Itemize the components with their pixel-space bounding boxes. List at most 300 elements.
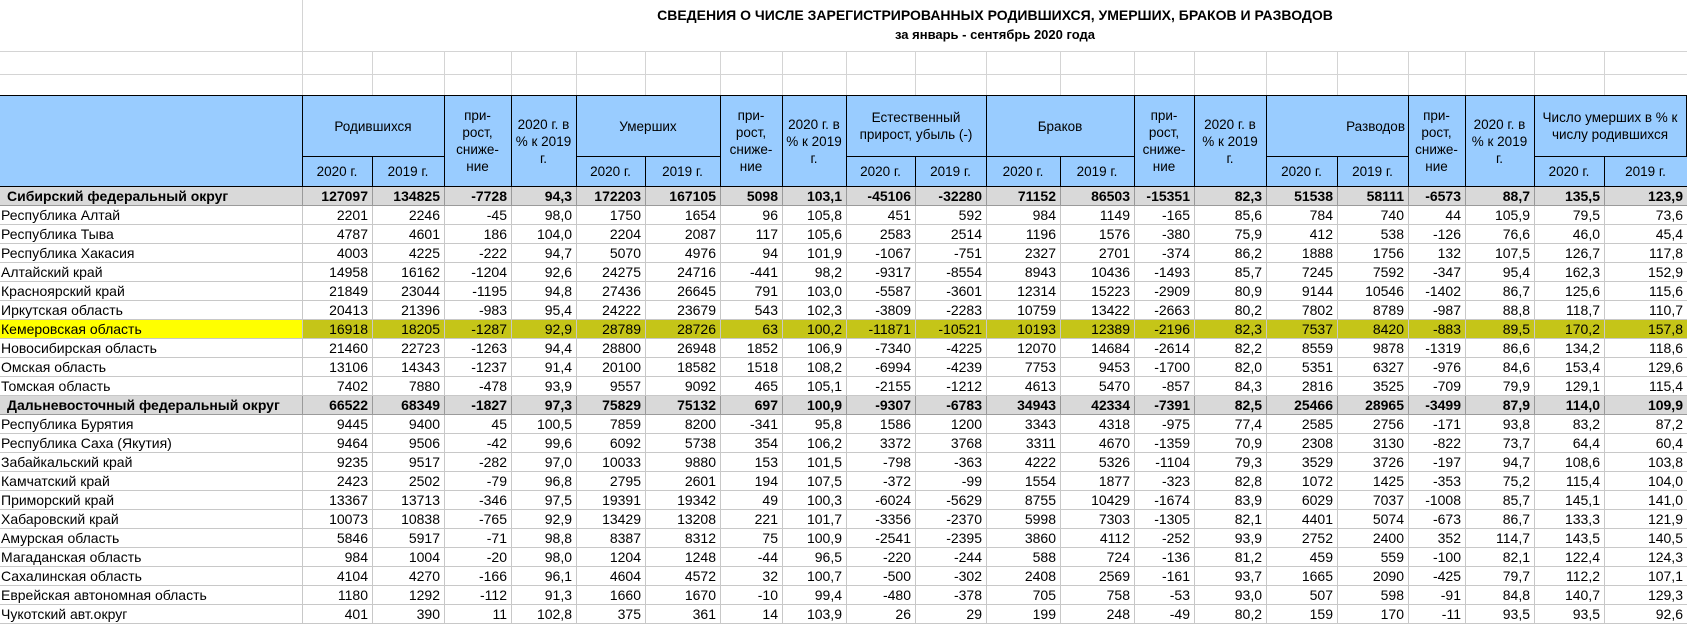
value-cell[interactable]: -500 [882,568,911,584]
value-cell[interactable]: 115,4 [1566,473,1600,489]
value-cell[interactable]: 21396 [401,302,440,318]
value-cell[interactable]: 80,9 [1234,283,1262,299]
value-cell[interactable]: 124,3 [1647,549,1683,565]
value-cell[interactable]: 3860 [1024,530,1056,546]
value-cell[interactable]: 5998 [1024,511,1056,527]
value-cell[interactable]: 117,8 [1649,245,1683,261]
region-name-cell[interactable]: Забайкальский край [1,454,133,470]
value-cell[interactable]: 5070 [609,245,641,261]
value-cell[interactable]: 117 [755,226,778,242]
value-cell[interactable]: -3809 [875,302,911,318]
value-cell[interactable]: 170,2 [1564,321,1600,337]
table-row[interactable] [0,472,1687,491]
region-name-cell[interactable]: Сахалинская область [1,568,142,584]
value-cell[interactable]: 99,6 [544,435,572,451]
value-cell[interactable]: 145,1 [1564,492,1600,508]
region-name-cell[interactable]: Магаданская область [1,549,142,565]
value-cell[interactable]: 93,5 [1572,606,1600,622]
value-cell[interactable]: 2090 [1372,568,1404,584]
value-cell[interactable]: 543 [754,302,778,318]
value-cell[interactable]: -45106 [867,188,911,204]
value-cell[interactable]: -2283 [946,302,982,318]
value-cell[interactable]: -136 [1161,549,1190,565]
value-cell[interactable]: 28965 [1365,397,1404,413]
value-cell[interactable]: -3601 [946,283,982,299]
value-cell[interactable]: 791 [754,283,778,299]
value-cell[interactable]: 10033 [602,454,641,470]
value-cell[interactable]: -480 [882,587,911,603]
value-cell[interactable]: 94,3 [544,188,572,204]
value-cell[interactable]: 740 [1380,207,1404,223]
value-cell[interactable]: 4976 [684,245,716,261]
value-cell[interactable]: 4601 [408,226,440,242]
value-cell[interactable]: -171 [1432,416,1461,432]
value-cell[interactable]: 12314 [1017,283,1056,299]
table-row[interactable] [0,510,1687,529]
value-cell[interactable]: 96,1 [544,568,572,584]
value-cell[interactable]: 15223 [1091,283,1130,299]
value-cell[interactable]: 121,9 [1647,511,1683,527]
value-cell[interactable]: 2423 [336,473,368,489]
table-row[interactable] [0,491,1687,510]
value-cell[interactable]: 101,9 [806,245,842,261]
value-cell[interactable]: 4112 [1099,530,1130,546]
value-cell[interactable]: 18582 [677,359,716,375]
value-cell[interactable]: -1204 [471,264,507,280]
value-cell[interactable]: 83,9 [1234,492,1262,508]
value-cell[interactable]: 2752 [1301,530,1333,546]
value-cell[interactable]: 84,3 [1234,378,1262,394]
value-cell[interactable]: 14 [762,606,778,622]
value-cell[interactable]: 697 [754,397,778,413]
value-cell[interactable]: 592 [958,207,982,223]
value-cell[interactable]: 157,8 [1647,321,1683,337]
value-cell[interactable]: 96 [762,207,778,223]
value-cell[interactable]: -2155 [875,378,911,394]
value-cell[interactable]: 465 [754,378,778,394]
value-cell[interactable]: -6783 [946,397,982,413]
value-cell[interactable]: 2795 [609,473,641,489]
value-cell[interactable]: 140,5 [1647,530,1683,546]
value-cell[interactable]: 5074 [1372,511,1404,527]
value-cell[interactable]: -2196 [1154,321,1190,337]
value-cell[interactable]: 7859 [609,416,641,432]
value-cell[interactable]: 95,4 [1502,264,1530,280]
value-cell[interactable]: 82,8 [1234,473,1262,489]
value-cell[interactable]: 20413 [329,302,368,318]
value-cell[interactable]: 13713 [401,492,440,508]
region-name-cell[interactable]: Республика Хакасия [1,245,135,261]
value-cell[interactable]: 82,1 [1234,511,1262,527]
value-cell[interactable]: 95,8 [814,416,842,432]
value-cell[interactable]: 109,9 [1647,397,1683,413]
value-cell[interactable]: 32 [762,568,778,584]
value-cell[interactable]: 1204 [609,549,641,565]
value-cell[interactable]: 102,3 [806,302,842,318]
value-cell[interactable]: 4003 [336,245,368,261]
value-cell[interactable]: 9557 [609,378,641,394]
value-cell[interactable]: 2569 [1098,568,1130,584]
value-cell[interactable]: 133,3 [1564,511,1600,527]
value-cell[interactable]: 26948 [677,340,716,356]
value-cell[interactable]: -7728 [471,188,507,204]
value-cell[interactable]: 83,2 [1572,416,1600,432]
value-cell[interactable]: 49 [762,492,778,508]
value-cell[interactable]: 34943 [1017,397,1056,413]
value-cell[interactable]: 8420 [1372,321,1404,337]
value-cell[interactable]: 3525 [1372,378,1404,394]
value-cell[interactable]: -5629 [946,492,982,508]
value-cell[interactable]: -44 [757,549,778,565]
value-cell[interactable]: -220 [882,549,911,565]
value-cell[interactable]: -112 [480,587,507,603]
value-cell[interactable]: -302 [953,568,982,584]
value-cell[interactable]: 7402 [336,378,368,394]
value-cell[interactable]: -425 [1432,568,1461,584]
value-cell[interactable]: 724 [1106,549,1130,565]
value-cell[interactable]: 129,3 [1647,587,1683,603]
value-cell[interactable]: -1827 [471,397,507,413]
value-cell[interactable]: 141,0 [1647,492,1683,508]
value-cell[interactable]: 86,7 [1502,283,1530,299]
region-name-cell[interactable]: Республика Бурятия [1,416,134,432]
value-cell[interactable]: 9453 [1098,359,1130,375]
value-cell[interactable]: -380 [1161,226,1190,242]
value-cell[interactable]: 5326 [1098,454,1130,470]
value-cell[interactable]: 94,7 [1502,454,1530,470]
value-cell[interactable]: 7753 [1024,359,1056,375]
value-cell[interactable]: 6029 [1301,492,1333,508]
value-cell[interactable]: -673 [1432,511,1461,527]
value-cell[interactable]: -3356 [875,511,911,527]
value-cell[interactable]: -1104 [1155,454,1190,470]
value-cell[interactable]: 45 [491,416,507,432]
value-cell[interactable]: -2663 [1154,302,1190,318]
value-cell[interactable]: 3130 [1372,435,1404,451]
value-cell[interactable]: -10521 [938,321,982,337]
value-cell[interactable]: 2308 [1301,435,1333,451]
value-cell[interactable]: 1149 [1099,207,1130,223]
region-name-cell[interactable]: Алтайский край [1,264,103,280]
value-cell[interactable]: 9880 [684,454,716,470]
table-row[interactable] [0,358,1687,377]
value-cell[interactable]: -32280 [938,188,982,204]
value-cell[interactable]: -2909 [1154,283,1190,299]
value-cell[interactable]: 13429 [602,511,641,527]
value-cell[interactable]: 4613 [1024,378,1056,394]
table-row[interactable] [0,282,1687,301]
value-cell[interactable]: 129,1 [1564,378,1600,394]
value-cell[interactable]: 42334 [1091,397,1130,413]
table-row[interactable] [0,453,1687,472]
region-name-cell[interactable]: Еврейская автономная область [1,587,207,603]
value-cell[interactable]: -5587 [875,283,911,299]
value-cell[interactable]: 86503 [1091,188,1130,204]
value-cell[interactable]: 984 [344,549,368,565]
value-cell[interactable]: 100,2 [806,321,842,337]
value-cell[interactable]: 559 [1380,549,1404,565]
value-cell[interactable]: 13208 [677,511,716,527]
value-cell[interactable]: -10 [757,587,778,603]
value-cell[interactable]: 248 [1106,606,1130,622]
value-cell[interactable]: 91,3 [544,587,572,603]
value-cell[interactable]: 1004 [408,549,440,565]
value-cell[interactable]: 2701 [1098,245,1130,261]
value-cell[interactable]: 2087 [684,226,716,242]
value-cell[interactable]: 107,1 [1647,568,1683,584]
value-cell[interactable]: 3311 [1025,435,1056,451]
value-cell[interactable]: -197 [1432,454,1461,470]
value-cell[interactable]: 82,3 [1234,188,1262,204]
value-cell[interactable]: 14684 [1091,340,1130,356]
value-cell[interactable]: -4239 [946,359,982,375]
value-cell[interactable]: 87,9 [1502,397,1530,413]
value-cell[interactable]: 2204 [609,226,641,242]
value-cell[interactable]: -857 [1161,378,1190,394]
value-cell[interactable]: 2408 [1024,568,1056,584]
value-cell[interactable]: 10436 [1091,264,1130,280]
table-row[interactable] [0,377,1687,396]
value-cell[interactable]: -1359 [1154,435,1190,451]
value-cell[interactable]: 108,6 [1564,454,1600,470]
value-cell[interactable]: 9517 [408,454,440,470]
value-cell[interactable]: 114,0 [1565,397,1600,413]
value-cell[interactable]: 21460 [329,340,368,356]
value-cell[interactable]: 9464 [336,435,368,451]
table-row[interactable] [0,339,1687,358]
value-cell[interactable]: 5351 [1301,359,1333,375]
value-cell[interactable]: 1877 [1098,473,1130,489]
value-cell[interactable]: -2614 [1154,340,1190,356]
value-cell[interactable]: 85,7 [1234,264,1262,280]
value-cell[interactable]: -7340 [875,340,911,356]
value-cell[interactable]: -4225 [946,340,982,356]
value-cell[interactable]: -441 [749,264,778,280]
value-cell[interactable]: -45 [486,207,507,223]
value-cell[interactable]: 70,9 [1234,435,1262,451]
value-cell[interactable]: 82,2 [1234,340,1262,356]
value-cell[interactable]: 9445 [336,416,368,432]
table-row[interactable] [0,301,1687,320]
value-cell[interactable]: 588 [1032,549,1056,565]
value-cell[interactable]: 8312 [684,530,716,546]
value-cell[interactable]: 19391 [602,492,641,508]
value-cell[interactable]: 92,6 [544,264,572,280]
value-cell[interactable]: 18205 [401,321,440,337]
value-cell[interactable]: 3726 [1372,454,1404,470]
value-cell[interactable]: 82,5 [1234,397,1262,413]
value-cell[interactable]: 152,9 [1647,264,1683,280]
value-cell[interactable]: -709 [1432,378,1461,394]
region-name-cell[interactable]: Республика Тыва [1,226,114,242]
value-cell[interactable]: 23044 [401,283,440,299]
value-cell[interactable]: 153,4 [1564,359,1600,375]
table-row[interactable] [0,225,1687,244]
value-cell[interactable]: 1888 [1301,245,1333,261]
value-cell[interactable]: 4787 [336,226,368,242]
value-cell[interactable]: 26 [895,606,911,622]
value-cell[interactable]: -15351 [1146,188,1190,204]
value-cell[interactable]: 102,8 [536,606,572,622]
value-cell[interactable]: -478 [478,378,507,394]
value-cell[interactable]: 10838 [401,511,440,527]
region-name-cell[interactable]: Хабаровский край [1,511,119,527]
value-cell[interactable]: 2327 [1024,245,1056,261]
value-cell[interactable]: 14343 [401,359,440,375]
value-cell[interactable]: -100 [1432,549,1461,565]
value-cell[interactable]: -751 [953,245,982,261]
value-cell[interactable]: -374 [1161,245,1190,261]
value-cell[interactable]: 186 [483,226,507,242]
value-cell[interactable]: -798 [882,454,911,470]
value-cell[interactable]: 7880 [408,378,440,394]
value-cell[interactable]: 134825 [393,188,440,204]
value-cell[interactable]: 1750 [609,207,641,223]
region-name-cell[interactable]: Республика Алтай [1,207,121,223]
value-cell[interactable]: 100,3 [806,492,842,508]
value-cell[interactable]: 44 [1445,207,1461,223]
table-row[interactable] [0,206,1687,225]
value-cell[interactable]: 4222 [1024,454,1056,470]
value-cell[interactable]: 1852 [746,340,778,356]
value-cell[interactable]: -99 [961,473,982,489]
value-cell[interactable]: 86,7 [1502,511,1530,527]
value-cell[interactable]: 104,0 [536,226,572,242]
value-cell[interactable]: 82,1 [1502,549,1530,565]
value-cell[interactable]: 5917 [408,530,440,546]
value-cell[interactable]: 1586 [879,416,911,432]
value-cell[interactable]: 9400 [408,416,440,432]
value-cell[interactable]: 5846 [336,530,368,546]
value-cell[interactable]: -49 [1169,606,1190,622]
value-cell[interactable]: 81,2 [1234,549,1262,565]
value-cell[interactable]: -126 [1432,226,1461,242]
value-cell[interactable]: 2514 [950,226,982,242]
value-cell[interactable]: 75,9 [1234,226,1262,242]
region-name-cell[interactable]: Амурская область [1,530,120,546]
value-cell[interactable]: 66522 [329,397,368,413]
value-cell[interactable]: 10546 [1365,283,1404,299]
value-cell[interactable]: 132 [1437,245,1461,261]
value-cell[interactable]: 94,7 [544,245,572,261]
value-cell[interactable]: 105,1 [806,378,842,394]
value-cell[interactable]: -6573 [1425,188,1461,204]
value-cell[interactable]: -6024 [875,492,911,508]
value-cell[interactable]: 19342 [677,492,716,508]
value-cell[interactable]: 106,9 [806,340,842,356]
value-cell[interactable]: -987 [1432,302,1461,318]
value-cell[interactable]: -20 [486,549,507,565]
value-cell[interactable]: 9235 [336,454,368,470]
value-cell[interactable]: 451 [887,207,911,223]
value-cell[interactable]: 28726 [677,321,716,337]
value-cell[interactable]: 108,2 [806,359,842,375]
value-cell[interactable]: 412 [1309,226,1333,242]
value-cell[interactable]: 10429 [1091,492,1130,508]
value-cell[interactable]: -91 [1440,587,1461,603]
value-cell[interactable]: 8387 [609,530,641,546]
value-cell[interactable]: -79 [486,473,507,489]
value-cell[interactable]: -71 [486,530,507,546]
value-cell[interactable]: 94,4 [544,340,572,356]
value-cell[interactable]: 2502 [408,473,440,489]
value-cell[interactable]: 401 [344,606,368,622]
value-cell[interactable]: 79,9 [1502,378,1530,394]
value-cell[interactable]: 122,4 [1564,549,1600,565]
value-cell[interactable]: -244 [953,549,982,565]
table-row[interactable] [0,605,1687,624]
table-row[interactable] [0,567,1687,586]
value-cell[interactable]: 7537 [1301,321,1333,337]
value-cell[interactable]: 118,7 [1566,302,1600,318]
value-cell[interactable]: 29 [966,606,982,622]
region-name-cell[interactable]: Камчатский край [1,473,110,489]
value-cell[interactable]: 75 [762,530,778,546]
value-cell[interactable]: 26645 [677,283,716,299]
value-cell[interactable]: 7802 [1301,302,1333,318]
value-cell[interactable]: 92,6 [1655,606,1683,622]
value-cell[interactable]: 126,7 [1564,245,1600,261]
value-cell[interactable]: -165 [1161,207,1190,223]
value-cell[interactable]: 118,6 [1649,340,1683,356]
value-cell[interactable]: -983 [478,302,507,318]
value-cell[interactable]: -53 [1169,587,1190,603]
value-cell[interactable]: 143,5 [1564,530,1600,546]
value-cell[interactable]: 93,0 [1234,587,1262,603]
value-cell[interactable]: 27436 [602,283,641,299]
value-cell[interactable]: 24275 [602,264,641,280]
value-cell[interactable]: 97,5 [544,492,572,508]
region-name-cell[interactable]: Приморский край [1,492,115,508]
value-cell[interactable]: 1248 [684,549,716,565]
value-cell[interactable]: -1674 [1154,492,1190,508]
value-cell[interactable]: 85,7 [1502,492,1530,508]
value-cell[interactable]: -1195 [472,283,507,299]
value-cell[interactable]: 2246 [408,207,440,223]
value-cell[interactable]: 507 [1309,587,1333,603]
summary-row[interactable] [0,396,1687,415]
value-cell[interactable]: 94 [762,245,778,261]
value-cell[interactable]: 95,4 [544,302,572,318]
value-cell[interactable]: 8755 [1024,492,1056,508]
value-cell[interactable]: 172203 [594,188,641,204]
value-cell[interactable]: 10759 [1017,302,1056,318]
value-cell[interactable]: 105,6 [806,226,842,242]
value-cell[interactable]: 82,0 [1234,359,1262,375]
value-cell[interactable]: 85,6 [1234,207,1262,223]
value-cell[interactable]: 127097 [321,188,368,204]
value-cell[interactable]: 22723 [401,340,440,356]
value-cell[interactable]: 92,9 [544,511,572,527]
table-row[interactable] [0,529,1687,548]
value-cell[interactable]: 21849 [329,283,368,299]
value-cell[interactable]: -1008 [1425,492,1461,508]
value-cell[interactable]: -1263 [471,340,507,356]
value-cell[interactable]: -346 [478,492,507,508]
value-cell[interactable]: 88,8 [1502,302,1530,318]
value-cell[interactable]: -8554 [946,264,982,280]
value-cell[interactable]: 7592 [1372,264,1404,280]
value-cell[interactable]: 73,7 [1502,435,1530,451]
value-cell[interactable]: 16918 [329,321,368,337]
value-cell[interactable]: 86,2 [1234,245,1262,261]
value-cell[interactable]: 93,9 [1234,530,1262,546]
value-cell[interactable]: 107,5 [1494,245,1530,261]
value-cell[interactable]: 9092 [684,378,716,394]
value-cell[interactable]: -378 [953,587,982,603]
value-cell[interactable]: 1180 [337,587,368,603]
value-cell[interactable]: 16162 [401,264,440,280]
